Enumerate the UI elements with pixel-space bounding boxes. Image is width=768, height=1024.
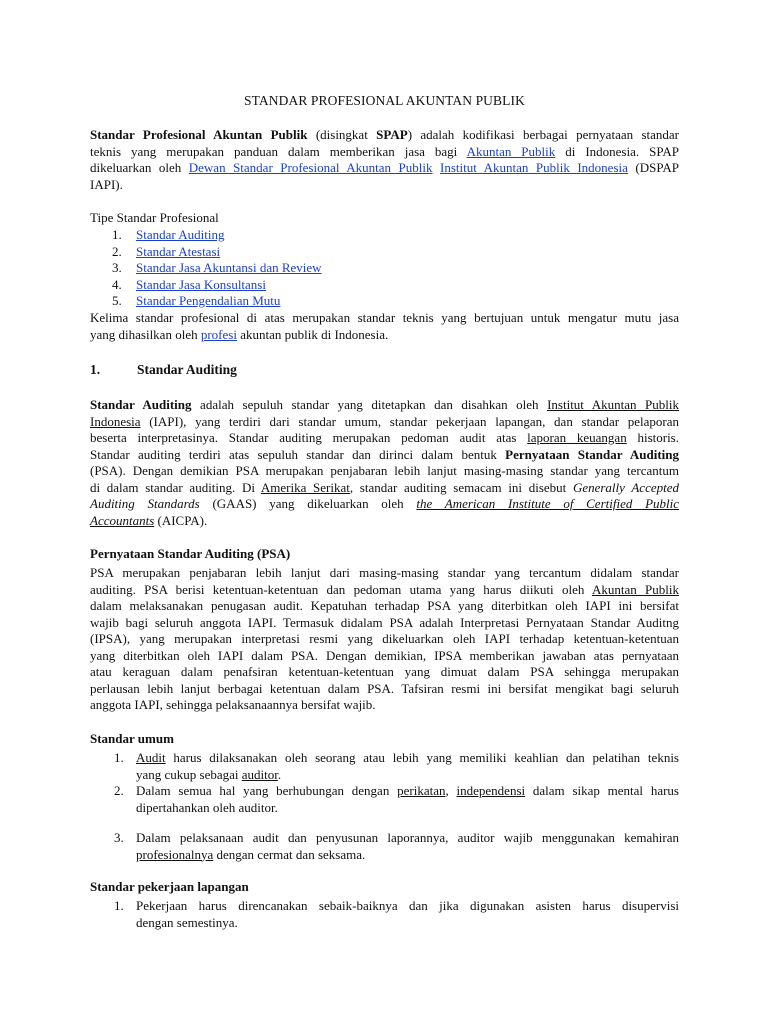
psa-heading: Pernyataan Standar Auditing (PSA): [90, 546, 291, 561]
ref-perikatan[interactable]: perikatan: [397, 783, 446, 798]
psa-paragraph: PSA merupakan penjabaran lebih lanjut dari masing-masing standar yang tercantum didalam standar auditing. PSA berisi ketentuan-ketentuan dan pedoman utama yang harus diikuti oleh Akuntan Publik dalam melaksanakan penugasan audit. Kepatuhan terhadap PSA yang diterbitkan oleh IAPI ini bersifat wajib bagi seluruh anggota IAPI. Termasuk didalam PSA adalah Interpretasi Pernyataan Standar Auditng (IPSA), yang merupakan interpretasi resmi yang dikeluarkan oleh IAPI terhadap ketentuan-ketentuan yang diterbitkan oleh IAPI dalam PSA. Dengan demikian, IPSA memberikan jawaban atas pernyataan atau keraguan dalam penafsiran ketentuan-ketentuan yang dimuat dalam PSA sehingga merupakan perlausan lebih lanjut berbagai ketentuan dalam PSA. Tafsiran resmi ini bersifat mengikat bagi seluruh anggota IAPI, sehingga pelaksanaannya bersifat wajib.: [90, 565, 679, 712]
link-profesi[interactable]: profesi: [200, 326, 237, 342]
link-dewan-standar[interactable]: Dewan Standar Profesional Akuntan Publik: [188, 160, 433, 175]
ref-akuntan-publik[interactable]: Akuntan Publik: [591, 581, 679, 597]
ref-aicpa[interactable]: the American Institute of Certified Public: [416, 496, 680, 511]
ref-audit[interactable]: Audit: [136, 750, 166, 765]
list-item: 5. Standar Pengendalian Mutu: [112, 293, 281, 308]
ref-amerika-serikat[interactable]: Amerika Serikat: [260, 479, 350, 495]
list-item: 2. Dalam semua hal yang berhubungan dengan perikatan, independensi dalam sikap mental harus dipertahankan oleh auditor.: [114, 783, 679, 815]
ref-independensi[interactable]: independensi: [456, 783, 526, 798]
ref-profesionalnya[interactable]: profesionalnya: [136, 846, 214, 862]
link-standar-jasa-konsultansi[interactable]: Standar Jasa Konsultansi: [136, 276, 266, 292]
ref-auditor[interactable]: auditor: [241, 766, 278, 782]
link-standar-pengendalian-mutu[interactable]: Standar Pengendalian Mutu: [136, 293, 281, 308]
types-list: [112, 227, 679, 310]
types-summary: Kelima standar profesional di atas merupakan standar teknis yang bertujuan untuk mengatur mutu jasa yang dihasilkan oleh profesi akuntan publik di Indonesia.: [90, 310, 679, 342]
list-item: 1. Pekerjaan harus direncanakan sebaik-baiknya dan jika digunakan asisten harus disupervisi dengan semestinya.: [114, 898, 679, 930]
intro-paragraph: Standar Profesional Akuntan Publik (disingkat SPAP) adalah kodifikasi berbagai pernyataan standar teknis yang merupakan panduan dalam memberikan jasa bagi Akuntan Publik di Indonesia. SPAP dikeluarkan oleh Dewan Standar Profesional Akuntan Publik Institut Akuntan Publik Indonesia (DSPAP IAPI).: [90, 127, 679, 192]
list-item: 1. Audit harus dilaksanakan oleh seorang atau lebih yang memiliki keahlian dan pelatihan teknis yang cukup sebagai auditor.: [114, 750, 679, 782]
lapangan-heading: Standar pekerjaan lapangan: [90, 879, 249, 894]
link-akuntan-publik[interactable]: Akuntan Publik: [466, 143, 556, 159]
link-institut-akuntan[interactable]: Institut Akuntan Publik Indonesia: [440, 160, 628, 175]
link-standar-jasa-akuntansi[interactable]: Standar Jasa Akuntansi dan Review: [136, 260, 322, 275]
list-item: 3. Dalam pelaksanaan audit dan penyusunan laporannya, auditor wajib menggunakan kemahiran profesionalnya dengan cermat dan seksama.: [114, 830, 679, 862]
intro-term: Standar Profesional Akuntan Publik: [90, 127, 308, 142]
link-standar-auditing[interactable]: Standar Auditing: [136, 227, 225, 242]
link-standar-atestasi[interactable]: Standar Atestasi: [136, 243, 221, 259]
ref-laporan-keuangan[interactable]: laporan keuangan: [527, 430, 627, 445]
intro-abbrev: SPAP: [376, 127, 408, 142]
standar-auditing-paragraph: Standar Auditing adalah sepuluh standar yang ditetapkan dan disahkan oleh Institut Akuntan Publik Indonesia (IAPI), yang terdiri dari standar umum, standar pekerjaan lapangan, dan standar pelaporan beserta interpretasinya. Standar auditing merupakan pedoman audit atas laporan keuangan historis. Standar auditing terdiri atas sepuluh standar dan dirinci dalam bentuk Pernyataan Standar Auditing (PSA). Dengan demikian PSA merupakan penjabaran lebih lanjut masing-masing standar yang tercantum di dalam standar auditing. Di Amerika Serikat, standar auditing semacam ini disebut Generally Accepted Auditing Standards (GAAS) yang dikeluarkan oleh the American Institute of Certified Public Accountants (AICPA).: [90, 397, 680, 528]
types-label: Tipe Standar Profesional: [90, 210, 219, 225]
ref-institut-akuntan[interactable]: Institut Akuntan Publik: [547, 397, 680, 412]
list-item: 1. Standar Auditing: [112, 227, 225, 242]
standar-umum-heading: Standar umum: [90, 731, 174, 746]
section-heading-standar-auditing: 1. Standar Auditing: [90, 362, 237, 377]
list-item: 2. Standar Atestasi: [112, 243, 221, 259]
page-title: STANDAR PROFESIONAL AKUNTAN PUBLIK: [244, 93, 525, 108]
list-item: 4. Standar Jasa Konsultansi: [112, 276, 266, 292]
list-item: 3. Standar Jasa Akuntansi dan Review: [112, 260, 322, 275]
